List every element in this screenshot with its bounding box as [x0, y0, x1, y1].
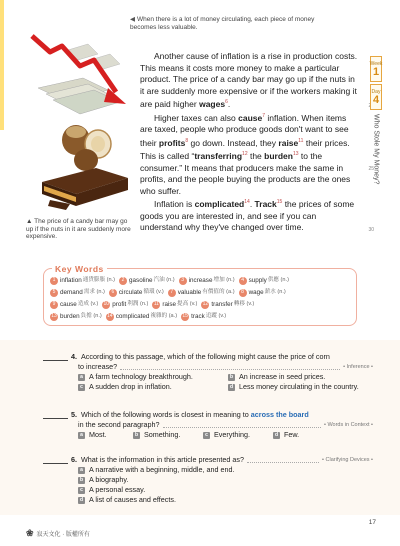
key-word-item — [106, 311, 177, 322]
option-c[interactable]: c Everything. — [203, 430, 273, 440]
key-word-number: 10 — [103, 301, 109, 307]
key-word-number: 14 — [106, 313, 113, 319]
key-word-translation: 提高 (v.) — [177, 301, 198, 307]
passage-paragraph-3: Inflation is complicated$^{14}$. Track$^{15}$ the prices of some goods you are interested in, and see if you can understand why they've changed over time. — [140, 199, 355, 233]
leader-dots — [247, 457, 319, 463]
question-5: 5. Which of the following words is closest in meaning to across the board in the second paragraph? • Words in Context • a Most. b Something. c Everything. d Few. — [43, 410, 373, 440]
option-d[interactable]: d A list of causes and effects. — [79, 495, 176, 504]
key-word: circulate — [118, 289, 143, 296]
left-image-caption: ▲ The price of a candy bar may go up if the nuts in it are suddenly more expensive. — [26, 218, 131, 240]
line-number: 30 — [368, 227, 374, 233]
leader-dots — [120, 364, 340, 370]
key-word-item — [201, 299, 254, 310]
answer-blank[interactable] — [43, 352, 68, 361]
key-word-item — [168, 287, 235, 298]
option-a[interactable]: a Most. — [78, 430, 133, 440]
key-word: demand — [60, 289, 83, 296]
skill-tag: • Words in Context • — [323, 422, 373, 428]
key-word-translation: 利潤 (n.) — [127, 301, 149, 307]
key-words-row — [50, 287, 350, 298]
key-word-number: 15 — [182, 313, 188, 319]
key-word-item — [102, 299, 148, 310]
key-word: burden — [60, 313, 80, 320]
key-word-translation: 轉移 (v.) — [233, 301, 255, 307]
key-word-translation: 複雜的 (a.) — [150, 313, 178, 319]
candy-bar-illustration — [36, 160, 134, 210]
key-word-number: 7 — [168, 289, 176, 297]
key-word-translation: 汽油 (n.) — [153, 277, 175, 283]
key-word-number: 4 — [239, 277, 247, 285]
key-word-translation: 薪水 (n.) — [264, 289, 286, 295]
top-image-caption: ◀ When there is a lot of money circulating, each piece of money becomes less valuable. — [130, 16, 315, 31]
answer-blank[interactable] — [43, 410, 68, 419]
key-word-item — [109, 287, 164, 298]
key-word: transfer — [211, 301, 233, 308]
key-word-number: 13 — [51, 313, 57, 319]
option-b[interactable]: b A biography. — [79, 475, 129, 484]
week-indicator: Week 1 — [370, 56, 382, 82]
option-c[interactable]: c A sudden drop in inflation. — [78, 382, 228, 392]
key-word-item — [181, 311, 226, 322]
key-words-row — [50, 275, 350, 286]
key-word-translation: 造成 (v.) — [77, 301, 99, 307]
key-word-translation: 追蹤 (v.) — [205, 313, 227, 319]
key-word-number: 9 — [50, 301, 58, 309]
key-word-translation: 增加 (n.) — [213, 277, 235, 283]
key-word-number: 12 — [202, 301, 209, 307]
key-word-number: 11 — [153, 301, 159, 307]
key-word-item — [179, 275, 235, 286]
key-word-translation: 供應 (n.) — [267, 277, 289, 283]
key-word: inflation — [60, 277, 82, 284]
option-d[interactable]: d Few. — [274, 430, 300, 439]
key-word-number: 5 — [50, 289, 58, 297]
money-falling-illustration — [28, 30, 138, 120]
key-word: complicated — [115, 313, 150, 320]
option-b[interactable]: b Something. — [134, 430, 181, 439]
key-word: increase — [188, 277, 213, 284]
key-word-number: 6 — [109, 289, 117, 297]
key-word-item — [119, 275, 175, 286]
key-word-translation: 循環 (v.) — [143, 289, 164, 295]
question-4: 4. According to this passage, which of the following might cause the price of corn to increase? • Inference • a A farm technology breakthrough. b An increase in seed prices. c A sudden drop in inflation. d Less money circulating in the country. — [43, 352, 373, 392]
key-word-item — [50, 299, 98, 310]
key-word-number: 2 — [119, 277, 127, 285]
key-words-box — [43, 264, 357, 326]
key-word-number: 8 — [239, 289, 247, 297]
key-word: supply — [248, 277, 267, 284]
key-word: cause — [60, 301, 77, 308]
key-word-item — [239, 275, 289, 286]
reading-passage — [140, 51, 358, 234]
page-number: 17 — [368, 519, 376, 526]
day-indicator: Day 4 — [370, 84, 382, 110]
option-a[interactable]: a A narrative with a beginning, middle, and end. — [78, 465, 373, 475]
key-word-item — [50, 311, 102, 322]
key-word-translation: 通貨膨脹 (n.) — [82, 277, 116, 283]
key-word: raise — [162, 301, 177, 308]
caption-triangle-icon: ▲ — [26, 218, 33, 225]
key-word-number: 3 — [179, 277, 187, 285]
key-words-row — [50, 299, 350, 310]
key-word: profit — [112, 301, 127, 308]
question-6: 6. What is the information in this article presented as? • Clarifying Devices • a A narrative with a beginning, middle, and end. b A biography. c A personal essay. d A list of causes and effects. — [43, 455, 373, 505]
key-word: wage — [248, 289, 264, 296]
key-words-row — [50, 311, 350, 322]
skill-tag: • Clarifying Devices • — [322, 457, 373, 463]
line-number: 25 — [368, 166, 374, 172]
key-word-number: 1 — [50, 277, 58, 285]
option-a[interactable]: a A farm technology breakthrough. — [78, 372, 228, 382]
key-word-translation: 有價值的 (a.) — [202, 289, 235, 295]
skill-tag: • Inference • — [343, 364, 373, 370]
passage-paragraph-2: Higher taxes can also cause$^7$ inflation. When items are taxed, people who produce goods don't want to see their profits$^8$ go down. Instead, they raise$^{11}$ their prices. This is called “transferring$^{12}$ the burden$^{13}$ to the consumer.” It means that producers make the same in profits, and the people buying the products are the ones who suffer. — [140, 112, 351, 196]
passage-paragraph-1: Another cause of inflation is a rise in production costs. This means it costs more money to make a particular product. The price of a candy bar may go up if the nuts in it are suddenly more expensive or if the workers making it are paid higher wages$^6$. — [140, 51, 358, 110]
key-word-item — [152, 299, 197, 310]
option-b[interactable]: b An increase in seed prices. — [229, 372, 326, 381]
publisher-logo: ❀ 寂天文化 · 版權所有 — [26, 528, 90, 538]
key-word-item — [239, 287, 286, 298]
key-word-translation: 需求 (n.) — [83, 289, 105, 295]
key-word: valuable — [177, 289, 202, 296]
leader-dots — [163, 422, 321, 428]
logo-mark-icon: ❀ — [26, 528, 34, 538]
key-words-title: Key Words — [52, 264, 107, 274]
key-word: gasoline — [129, 277, 153, 284]
chapter-title: Who Stole My Money? — [372, 114, 380, 185]
answer-blank[interactable] — [43, 455, 68, 464]
side-chapter-tab — [370, 56, 382, 184]
option-d[interactable]: d Less money circulating in the country. — [229, 382, 359, 391]
key-word-item — [50, 287, 105, 298]
option-c[interactable]: c A personal essay. — [78, 485, 373, 495]
key-words-list — [50, 275, 350, 322]
key-word: track — [191, 313, 205, 320]
key-word-item — [50, 275, 115, 286]
sidebar-strip — [0, 0, 4, 130]
caption-triangle-icon: ◀ — [130, 16, 135, 23]
key-word-translation: 負擔 (n.) — [80, 313, 102, 319]
